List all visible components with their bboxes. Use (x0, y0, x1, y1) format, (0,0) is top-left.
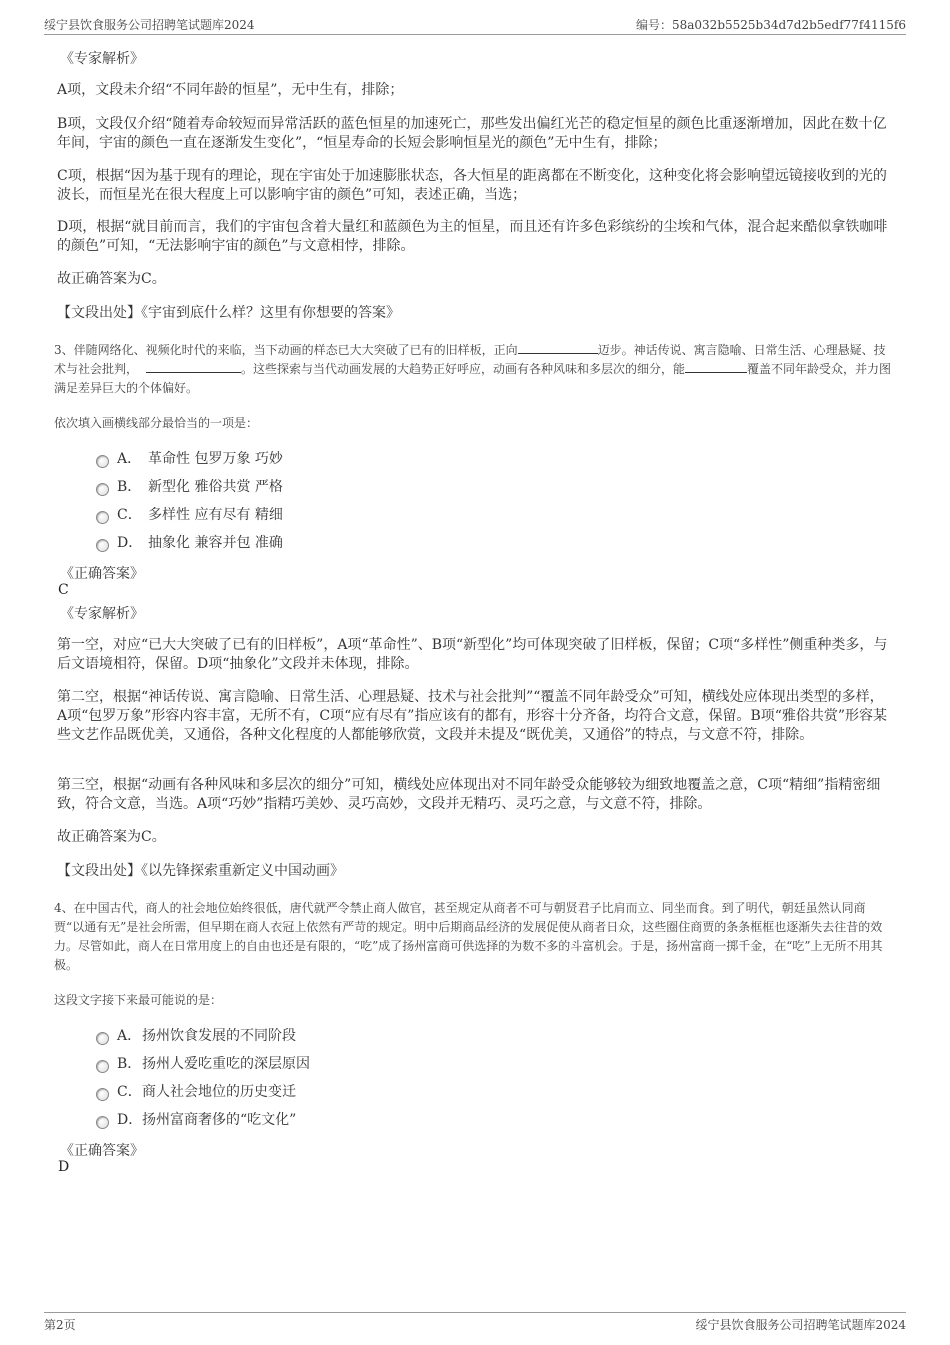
header-title: 绥宁县饮食服务公司招聘笔试题库2024 (44, 18, 255, 32)
radio-icon[interactable] (96, 455, 109, 468)
q3-analysis-3: 第三空，根据“动画有各种风味和多层次的细分”可知，横线处应体现出对不同年龄受众能够较为细致地覆盖之意，C项“精细”指精密细致，符合文意，当选。A项“巧妙”指精巧美妙、灵巧高妙，文段并无精巧、灵巧之意，与文意不符，排除。 (57, 777, 881, 812)
q3-analysis-label: 《专家解析》 (60, 606, 144, 622)
q4-prompt: 这段文字接下来最可能说的是： (54, 993, 223, 1007)
blank-2 (146, 360, 241, 373)
q3-analysis-1: 第一空，对应“已大大突破了已有的旧样板”，A项“革命性”、B项“新型化”均可体现突破了旧样板，保留；C项“多样性”侧重种类多，与后文语境相符，保留。D项“抽象化”文段并未体现，排除。 (57, 637, 888, 672)
radio-icon[interactable] (96, 1088, 109, 1101)
q2-source: 【文段出处】《宇宙到底什么样？这里有你想要的答案》 (57, 305, 400, 321)
q3-analysis-2: 第二空，根据“神话传说、寓言隐喻、日常生活、心理悬疑、技术与社会批判”“覆盖不同年龄受众”可知，横线处应体现出类型的多样，A项“包罗万象”形容内容丰富，无所不有，C项“应有尽有”指应该有的都有，形容十分齐备，均符合文意，保留。B项“雅俗共赏”形容某些文艺作品既优美，又通俗，各种文化程度的人都能够欣赏，文段并未提及“既优美，又通俗”的特点，与文意不符，排除。 (57, 689, 888, 743)
q4-stem: 4、在中国古代，商人的社会地位始终很低，唐代就严令禁止商人做官，甚至规定从商者不可与朝贤君子比肩而立、同坐而食。到了明代，朝廷虽然认同商贾“以通有无”是社会所需，但早期在商人衣冠上依然有严苛的规定。明中后期商品经济的发展促使从商者日众，这些圈住商贾的条条框框也逐渐失去往昔的效力。尽管如此，商人在日常用度上的自由也还是有限的，“吃”成了扬州富商可供选择的为数不多的斗富机会。于是，扬州富商一掷千金，在“吃”上无所不用其极。 (54, 901, 883, 972)
radio-icon[interactable] (96, 1032, 109, 1045)
q2-analysis-d: D项，根据“就目前而言，我们的宇宙包含着大量红和蓝颜色为主的恒星，而且还有许多色彩缤纷的尘埃和气体，混合起来酷似拿铁咖啡的颜色”可知，“无法影响宇宙的颜色”与文意相悖，排除。 (57, 219, 888, 254)
page-footer (44, 1312, 906, 1333)
header-id: 编号：58a032b5525b34d7d2b5edf77f4115f6 (635, 18, 906, 32)
q3-answer: C (58, 582, 69, 598)
q2-conclusion: 故正确答案为C。 (57, 271, 166, 287)
page-number: 第2页 (44, 1318, 76, 1332)
radio-icon[interactable] (96, 483, 109, 496)
radio-icon[interactable] (96, 511, 109, 524)
radio-icon[interactable] (96, 1116, 109, 1129)
q2-analysis-label: 《专家解析》 (60, 51, 144, 67)
q3-source: 【文段出处】《以先锋探索重新定义中国动画》 (57, 863, 344, 879)
q2-analysis-c: C项，根据“因为基于现有的理论，现在宇宙处于加速膨胀状态，各大恒星的距离都在不断变化，这种变化将会影响望远镜接收到的光的波长，而恒星光在很大程度上可以影响宇宙的颜色”可知，表述正确，当选； (57, 168, 887, 203)
q2-analysis-b: B项，文段仅介绍“随着寿命较短而异常活跃的蓝色恒星的加速死亡，那些发出偏红光芒的稳定恒星的颜色比重逐渐增加，因此在数十亿年间，宇宙的颜色一直在逐渐发生变化”，“恒星寿命的长短会影响恒星光的颜色”无中生有，排除； (57, 116, 887, 151)
q4-answer: D (58, 1159, 70, 1175)
footer-title: 绥宁县饮食服务公司招聘笔试题库2024 (695, 1318, 906, 1332)
q3-answer-label: 《正确答案》 (60, 566, 144, 582)
blank-1 (518, 341, 598, 354)
page-header (44, 14, 906, 35)
q4-answer-label: 《正确答案》 (60, 1143, 144, 1159)
radio-icon[interactable] (96, 1060, 109, 1073)
q3-stem: 3、伴随网络化、视频化时代的来临，当下动画的样态已大大突破了已有的旧样板，正向 迈步。神话传说、寓言隐喻、日常生活、心理悬疑、技术与社会批判， 。这些探索与当代动画发展的大趋势正好呼应，动画有各种风味和多层次的细分，能 覆盖不同年龄受众，并力图满足差异巨大的个体偏好。 (54, 343, 892, 395)
blank-3 (685, 360, 747, 373)
q3-conclusion: 故正确答案为C。 (57, 829, 166, 845)
radio-icon[interactable] (96, 539, 109, 552)
q3-prompt: 依次填入画横线部分最恰当的一项是： (54, 416, 259, 430)
q2-analysis-a: A项，文段未介绍“不同年龄的恒星”，无中生有，排除； (57, 82, 404, 98)
